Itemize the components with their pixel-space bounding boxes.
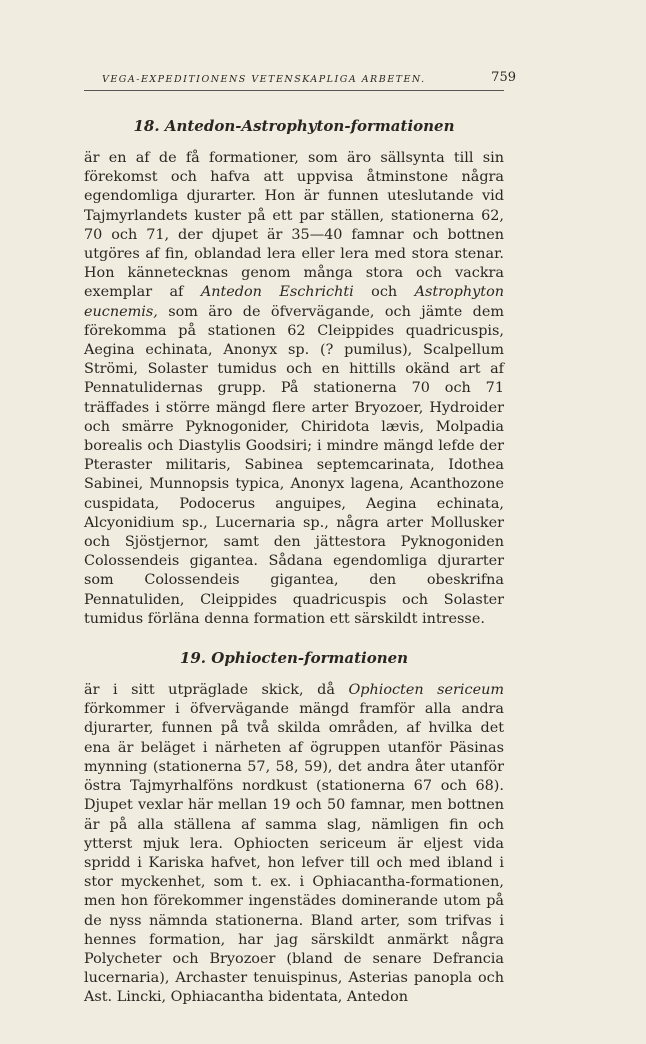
section-title: Antedon-Astrophyton-formationen — [164, 117, 455, 135]
section-number: 18. — [133, 117, 160, 135]
species-name: Ophiocten sericeum — [348, 682, 505, 699]
paragraph-text: är i sitt utpräglade skick, då — [84, 682, 349, 699]
running-title: VEGA-EXPEDITIONENS VETENSKAPLIGA ARBETEN. — [102, 74, 426, 85]
section-paragraph-18 — [84, 149, 504, 629]
page-number: 759 — [491, 70, 516, 85]
species-name: Astrophyton eucnemis, — [84, 284, 505, 320]
section-title: Ophiocten-formationen — [211, 649, 409, 668]
paragraph-text: som äro de öfvervägande, och jämte dem förekomma på stationen 62 Cleippides quadricuspis, Aegina echinata, Anonyx sp. (? pumilus), Scalpellum Strömi, Solaster tumidus och en hittills okänd art af Pennatulidernas grupp. På stationerna 70 och 71 träffades i större mängd flere arter Bryozoer, Hydroider och smärre Pyknogonider, Chiridota lævis, Molpadia borealis och Diastylis Goodsiri; i mindre mängd lefde der Pteraster militaris, Sabinea septemcarinata, Idothea Sabinei, Munnopsis typica, Anonyx lagena, Acanthozone cuspidata, Podocerus anguipes, Aegina echinata, Alcyonidium sp., Lucernaria sp., några arter Mollusker och Sjöstjernor, samt den jättestora Pyknogoniden Colossendeis gigantea. Sådana egendomliga djurarter som Colossendeis gigantea, den obeskrifna Pennatuliden, Cleippides quadricuspis och Solaster tumidus förläna denna formation ett särskildt intresse. — [84, 303, 504, 627]
section-heading-18 — [84, 117, 504, 135]
paragraph-text: och — [353, 284, 415, 301]
species-name: Antedon Eschrichti — [200, 284, 354, 301]
paragraph-text: är en af de få formationer, som äro sällsynta till sin förekomst och hafva att uppvisa åtminstone några egendomliga djurarter. Hon är funnen uteslutande vid Tajmyrlandets kuster på ett par ställen, stationerna 62, 70 och 71, der djupet är 35—40 famnar och bottnen utgöres af fin, oblandad lera eller lera med stora stenar. Hon kännetecknas genom många stora och vackra exemplar af — [84, 150, 504, 301]
paragraph-text: förkommer i öfvervägande mängd framför alla andra djurarter, funnen på två skilda områden, af hvilka det ena är beläget i närheten af ögruppen utanför Päsinas mynning (stationerna 57, 58, 59), det andra åter utanför östra Tajmyrhalföns nordkust (stationerna 67 och 68). Djupet vexlar här mellan 19 och 50 famnar, men bottnen är på alla ställena af samma slag, nämligen fin och ytterst mjuk lera. Ophiocten sericeum är eljest vida spridd i Kariska hafvet, hon lefver till och med ibland i stor myckenhet, som t. ex. i Ophiacantha-formationen, men hon förekommer ingenstädes dominerande utom på de nyss nämnda stationerna. Bland arter, som trifvas i hennes formation, har jag särskildt anmärkt några Polycheter och Bryozoer (bland de senare Defrancia lucernaria), Archaster tenuispinus, Asterias panopla och Ast. Lincki, Ophiacantha bidentata, Antedon — [84, 701, 504, 1006]
running-header — [84, 70, 516, 91]
section-number: 19. — [179, 649, 207, 668]
section-heading-19 — [84, 649, 504, 667]
book-page — [84, 70, 516, 1028]
section-paragraph-19 — [84, 681, 504, 1007]
